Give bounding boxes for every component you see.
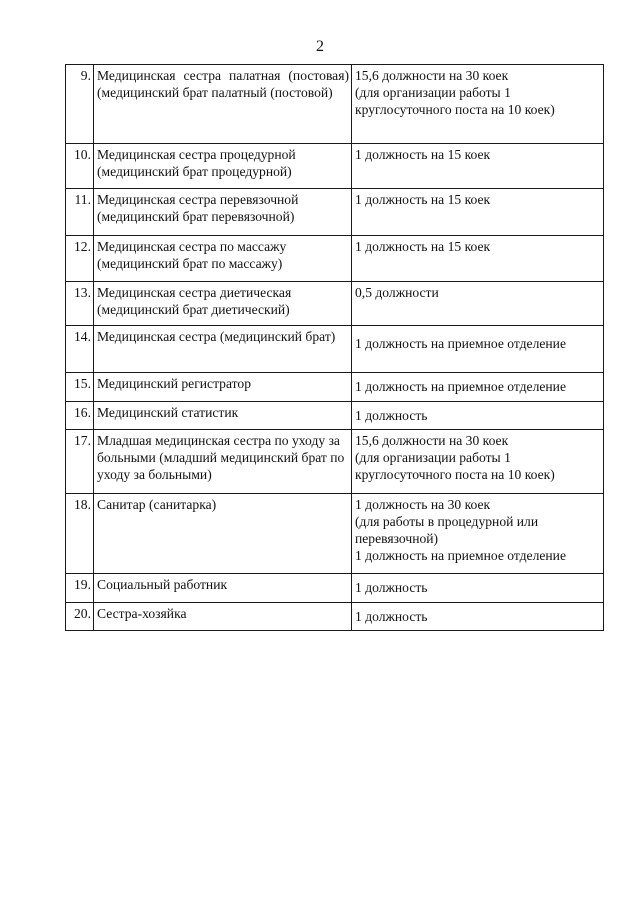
table-row bbox=[66, 65, 604, 144]
norm-line: 1 должность на 30 коек bbox=[355, 497, 491, 512]
position-title: Медицинская сестра перевязочной (медицинский брат перевязочной) bbox=[94, 189, 352, 236]
staffing-norm bbox=[352, 282, 604, 326]
position-title: Социальный работник bbox=[94, 574, 352, 603]
position-title: Сестра-хозяйка bbox=[94, 603, 352, 631]
norm-line: (для организации работы 1 bbox=[355, 450, 511, 465]
row-number: 9. bbox=[66, 65, 94, 144]
norm-line: 1 должность на приемное отделение bbox=[355, 379, 566, 394]
staffing-norm bbox=[352, 65, 604, 144]
row-number: 20. bbox=[66, 603, 94, 631]
table-row bbox=[66, 236, 604, 282]
position-title: Младшая медицинская сестра по уходу за больными (младший медицинский брат по уходу за больными) bbox=[94, 430, 352, 494]
norm-line: 0,5 должности bbox=[355, 285, 439, 300]
table-row bbox=[66, 603, 604, 631]
staffing-norm bbox=[352, 603, 604, 631]
table-row bbox=[66, 282, 604, 326]
position-title: Медицинская сестра (медицинский брат) bbox=[94, 326, 352, 373]
row-number: 17. bbox=[66, 430, 94, 494]
staffing-norm bbox=[352, 326, 604, 373]
norm-line: 1 должность на 15 коек bbox=[355, 147, 491, 162]
norm-line: 15,6 должности на 30 коек bbox=[355, 433, 509, 448]
staffing-norm bbox=[352, 373, 604, 402]
table-row bbox=[66, 326, 604, 373]
position-title: Медицинский регистратор bbox=[94, 373, 352, 402]
table-row bbox=[66, 189, 604, 236]
norm-line: круглосуточного поста на 10 коек) bbox=[355, 467, 555, 482]
position-title: Медицинская сестра процедурной (медицинский брат процедурной) bbox=[94, 144, 352, 189]
row-number: 10. bbox=[66, 144, 94, 189]
row-number: 11. bbox=[66, 189, 94, 236]
row-number: 13. bbox=[66, 282, 94, 326]
staff-table bbox=[65, 64, 604, 631]
norm-line: круглосуточного поста на 10 коек) bbox=[355, 102, 555, 117]
staffing-norm bbox=[352, 189, 604, 236]
table-row bbox=[66, 373, 604, 402]
page-number: 2 bbox=[316, 38, 324, 55]
staffing-norm bbox=[352, 494, 604, 574]
norm-line: 1 должность на приемное отделение bbox=[355, 336, 566, 351]
norm-line: 1 должность на 15 коек bbox=[355, 192, 491, 207]
row-number: 15. bbox=[66, 373, 94, 402]
position-title: Санитар (санитарка) bbox=[94, 494, 352, 574]
staff-table-body bbox=[66, 65, 604, 631]
table-row bbox=[66, 430, 604, 494]
table-row bbox=[66, 574, 604, 603]
row-number: 14. bbox=[66, 326, 94, 373]
norm-line: 15,6 должности на 30 коек bbox=[355, 68, 509, 83]
position-title: Медицинский статистик bbox=[94, 402, 352, 430]
norm-line: (для работы в процедурной или bbox=[355, 514, 539, 529]
norm-line: (для организации работы 1 bbox=[355, 85, 511, 100]
norm-line: перевязочной) bbox=[355, 531, 439, 546]
staffing-norm bbox=[352, 236, 604, 282]
norm-line: 1 должность bbox=[355, 609, 428, 624]
staffing-norm bbox=[352, 430, 604, 494]
norm-line: 1 должность на приемное отделение bbox=[355, 548, 566, 563]
staffing-norm bbox=[352, 144, 604, 189]
norm-line: 1 должность на 15 коек bbox=[355, 239, 491, 254]
row-number: 12. bbox=[66, 236, 94, 282]
staffing-norm bbox=[352, 402, 604, 430]
norm-line: 1 должность bbox=[355, 580, 428, 595]
position-title: Медицинская сестра палатная (постовая) (медицинский брат палатный (постовой) bbox=[94, 65, 352, 144]
row-number: 19. bbox=[66, 574, 94, 603]
row-number: 16. bbox=[66, 402, 94, 430]
table-row bbox=[66, 144, 604, 189]
norm-line: 1 должность bbox=[355, 408, 428, 423]
staffing-norm bbox=[352, 574, 604, 603]
row-number: 18. bbox=[66, 494, 94, 574]
table-row bbox=[66, 494, 604, 574]
position-title: Медицинская сестра диетическая (медицинский брат диетический) bbox=[94, 282, 352, 326]
position-title: Медицинская сестра по массажу (медицинский брат по массажу) bbox=[94, 236, 352, 282]
table-row bbox=[66, 402, 604, 430]
